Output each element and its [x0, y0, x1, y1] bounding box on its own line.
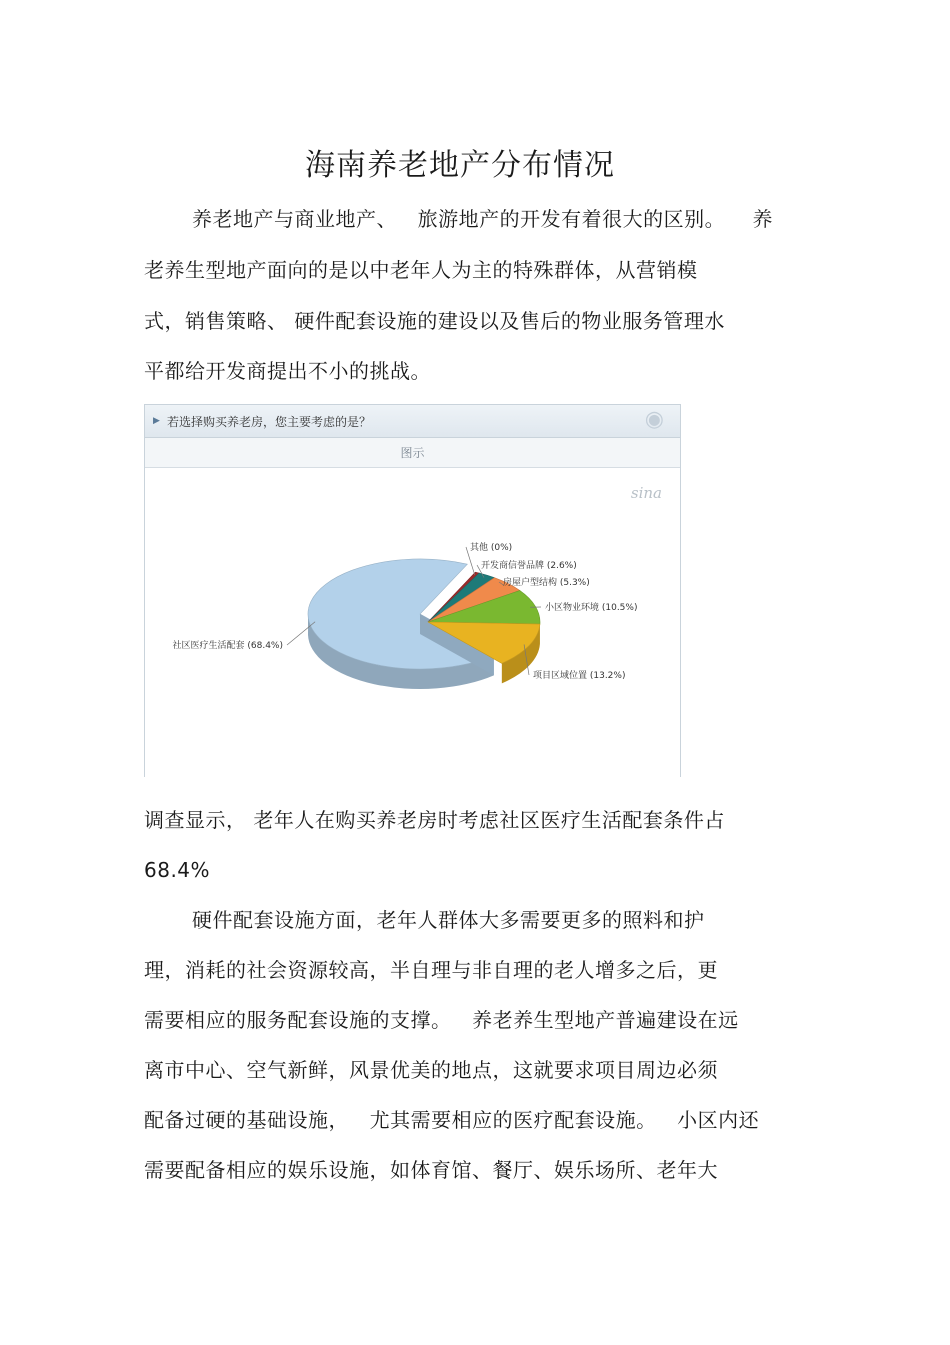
p1-line-3: 式，销售策略、 硬件配套设施的建设以及售后的物业服务管理水 — [144, 309, 725, 333]
slice-developer-brand-label: 开发商信誉品牌 (2.6%) — [481, 561, 577, 571]
expand-triangle-icon: ▶ — [153, 416, 160, 426]
p1-line-2: 老养生型地产面向的是以中老年人为主的特殊群体，从营销模 — [144, 258, 698, 282]
p3-line-1: 硬件配套设施方面，老年人群体大多需要更多的照料和护 — [192, 908, 705, 932]
document-title: 海南养老地产分布情况 — [305, 148, 615, 183]
slice-house-layout-label: 房屋户型结构 (5.3%) — [503, 578, 590, 588]
p3-line-3: 需要相应的服务配套设施的支撑。 养老养生型地产普遍建设在远 — [144, 1008, 739, 1032]
slice-other-label: 其他 (0%) — [470, 543, 513, 553]
slice-medical-label: 社区医疗生活配套 (68.4%) — [172, 641, 283, 651]
p3-line-6: 需要配备相应的娱乐设施，如体育馆、餐厅、娱乐场所、老年大 — [144, 1158, 718, 1182]
legend-tab: 图示 — [145, 438, 680, 468]
survey-question: 若选择购买养老房，您主要考虑的是？ — [167, 415, 372, 429]
p2-line-2: 68.4% — [144, 858, 211, 882]
p2-line-1: 调查显示， 老年人在购买养老房时考虑社区医疗生活配套条件占 — [144, 808, 725, 832]
p1-line-1: 养老地产与商业地产、 旅游地产的开发有着很大的区别。 养 — [192, 207, 774, 231]
pie-chart — [145, 404, 681, 777]
slice-property-environment-label: 小区物业环境 (10.5%) — [545, 603, 638, 613]
p1-line-4: 平都给开发商提出不小的挑战。 — [144, 359, 431, 383]
sina-watermark: sina — [630, 484, 662, 502]
p3-line-5: 配备过硬的基础设施， 尤其需要相应的医疗配套设施。 小区内还 — [144, 1108, 760, 1132]
slice-location-label: 项目区域位置 (13.2%) — [533, 671, 626, 681]
weibo-eye-icon: ◉ — [644, 407, 664, 432]
survey-figure — [144, 404, 681, 777]
p3-line-2: 理，消耗的社会资源较高，半自理与非自理的老人增多之后，更 — [144, 958, 718, 982]
p3-line-4: 离市中心、空气新鲜，风景优美的地点，这就要求项目周边必须 — [144, 1058, 718, 1082]
